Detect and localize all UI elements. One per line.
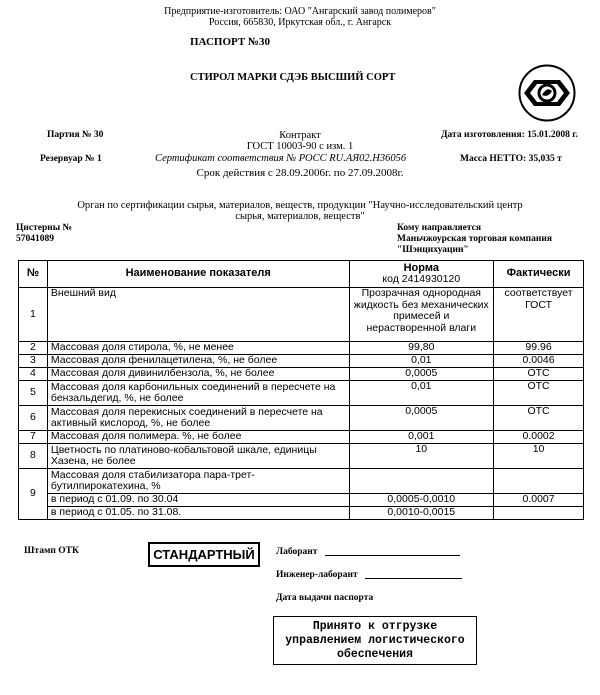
table-header-row <box>19 261 584 288</box>
row-num: 1 <box>19 288 48 342</box>
destination-name-line1: Маньчжоурская торговая компания <box>397 234 552 244</box>
gost-standard: ГОСТ 10003-90 с изм. 1 <box>246 141 354 152</box>
row-name: Массовая доля дивинилбензола, %, не более <box>47 368 349 381</box>
row-norm: 0,0005 <box>349 368 494 381</box>
row-num: 2 <box>19 342 48 355</box>
row-norm: Прозрачная однородная жидкость без механических примесей и нерастворенной влаги <box>349 288 494 342</box>
row-num: 6 <box>19 406 48 431</box>
table-row <box>19 342 584 355</box>
subrow-name: в период с 01.05. по 31.08. <box>47 507 349 520</box>
certificate-number: Сертификат соответствия № РОСС RU.АЯ02.Н36056 <box>155 153 407 164</box>
passport-title: ПАСПОРТ №30 <box>190 36 271 48</box>
table-row <box>19 381 584 406</box>
manufacture-date: Дата изготовления: 15.01.2008 г. <box>441 130 578 140</box>
table-row <box>19 368 584 381</box>
tanks-label: Цистерны № <box>16 223 73 233</box>
accepted-line1: Принято к отгрузке <box>312 620 438 633</box>
row-norm: 0,001 <box>349 431 494 444</box>
issue-date-label: Дата выдачи паспорта <box>276 593 374 603</box>
row-name: Массовая доля фенилацетилена, %, не более <box>47 355 349 368</box>
manufacturer-address: Россия, 665830, Иркутская обл., г. Ангарск <box>208 17 392 28</box>
engineer-label: Инженер-лаборант <box>276 570 358 580</box>
reservoir-number: Резервуар № 1 <box>40 154 102 164</box>
manufacturer-logo-icon <box>518 64 576 122</box>
row-num: 3 <box>19 355 48 368</box>
accepted-stamp <box>273 616 477 665</box>
row-actual: 0.0002 <box>494 431 584 444</box>
header-num: № <box>19 261 48 288</box>
row-name: Массовая доля стабилизатора пара-трет-бутилпирокатехина, % <box>47 469 349 494</box>
table-row <box>19 444 584 469</box>
subrow-actual: 0.0007 <box>494 494 584 507</box>
row-name: Массовая доля карбонильных соединений в пересчете на бензальдегид, %, не более <box>47 381 349 406</box>
row-actual: соответствует ГОСТ <box>494 288 584 342</box>
row-name: Массовая доля перекисных соединений в пересчете на активный кислород, %, не более <box>47 406 349 431</box>
contract-label: Контракт <box>279 130 321 141</box>
subrow-actual <box>494 507 584 520</box>
accepted-line2: управлением логистического <box>285 634 465 647</box>
subrow-name: в период с 01.09. по 30.04 <box>47 494 349 507</box>
row-actual: 0.0046 <box>494 355 584 368</box>
row-actual: ОТС <box>494 381 584 406</box>
row-name: Массовая доля стирола, %, не менее <box>47 342 349 355</box>
engineer-signature-line <box>365 578 462 579</box>
party-number: Партия № 30 <box>47 130 104 140</box>
table-row <box>19 355 584 368</box>
header-norm-title: Норма <box>403 261 439 274</box>
row-norm: 0,0005 <box>349 406 494 431</box>
row-num: 9 <box>19 469 48 520</box>
table-row <box>19 469 584 494</box>
row-actual: ОТС <box>494 368 584 381</box>
table-row <box>19 406 584 431</box>
destination-name-line2: "Шэнцихуацин" <box>397 245 469 255</box>
product-name: СТИРОЛ МАРКИ СДЭБ ВЫСШИЙ СОРТ <box>190 72 396 83</box>
row-num: 4 <box>19 368 48 381</box>
subrow-norm: 0,0010-0,0015 <box>349 507 494 520</box>
header-norm <box>349 261 494 288</box>
table-row <box>19 431 584 444</box>
table-row <box>19 288 584 342</box>
manufacturer-line: Предприятие-изготовитель: ОАО "Ангарский завод полимеров" <box>164 6 436 17</box>
row-actual: 99.96 <box>494 342 584 355</box>
header-actual: Фактически <box>494 261 584 288</box>
row-name: Внешний вид <box>47 288 349 342</box>
row-norm: 0,01 <box>349 355 494 368</box>
table-subrow <box>19 494 584 507</box>
header-name: Наименование показателя <box>47 261 349 288</box>
destination-label: Кому направляется <box>397 223 482 233</box>
validity-period: Срок действия с 28.09.2006г. по 27.09.2008г. <box>196 167 404 179</box>
row-norm: 0,01 <box>349 381 494 406</box>
stamp-label: Штамп ОТК <box>24 546 79 556</box>
tanks-number: 57041089 <box>16 234 54 244</box>
row-actual: ОТС <box>494 406 584 431</box>
row-num: 5 <box>19 381 48 406</box>
row-name: Массовая доля полимера. %, не более <box>47 431 349 444</box>
row-name: Цветность по платиново-кобальтовой шкале, единицы Хазена, не более <box>47 444 349 469</box>
row-num: 7 <box>19 431 48 444</box>
row-num: 8 <box>19 444 48 469</box>
certification-body-line2: сырья, материалов, веществ" <box>235 211 365 222</box>
header-norm-code: код 2414930120 <box>382 273 461 285</box>
table-subrow <box>19 507 584 520</box>
row-actual <box>494 469 584 494</box>
certification-body-line1: Орган по сертификации сырья, материалов, веществ, продукции "Научно-исследовательский центр <box>77 200 523 211</box>
row-norm: 99,80 <box>349 342 494 355</box>
row-actual: 10 <box>494 444 584 469</box>
laborant-signature-line <box>325 555 460 556</box>
parameters-table <box>18 260 584 520</box>
accepted-line3: обеспечения <box>337 648 413 661</box>
laborant-label: Лаборант <box>276 547 318 557</box>
subrow-norm: 0,0005-0,0010 <box>349 494 494 507</box>
net-mass: Масса НЕТТО: 35,035 т <box>460 154 562 164</box>
standard-stamp: СТАНДАРТНЫЙ <box>148 542 260 567</box>
row-norm: 10 <box>349 444 494 469</box>
row-norm <box>349 469 494 494</box>
